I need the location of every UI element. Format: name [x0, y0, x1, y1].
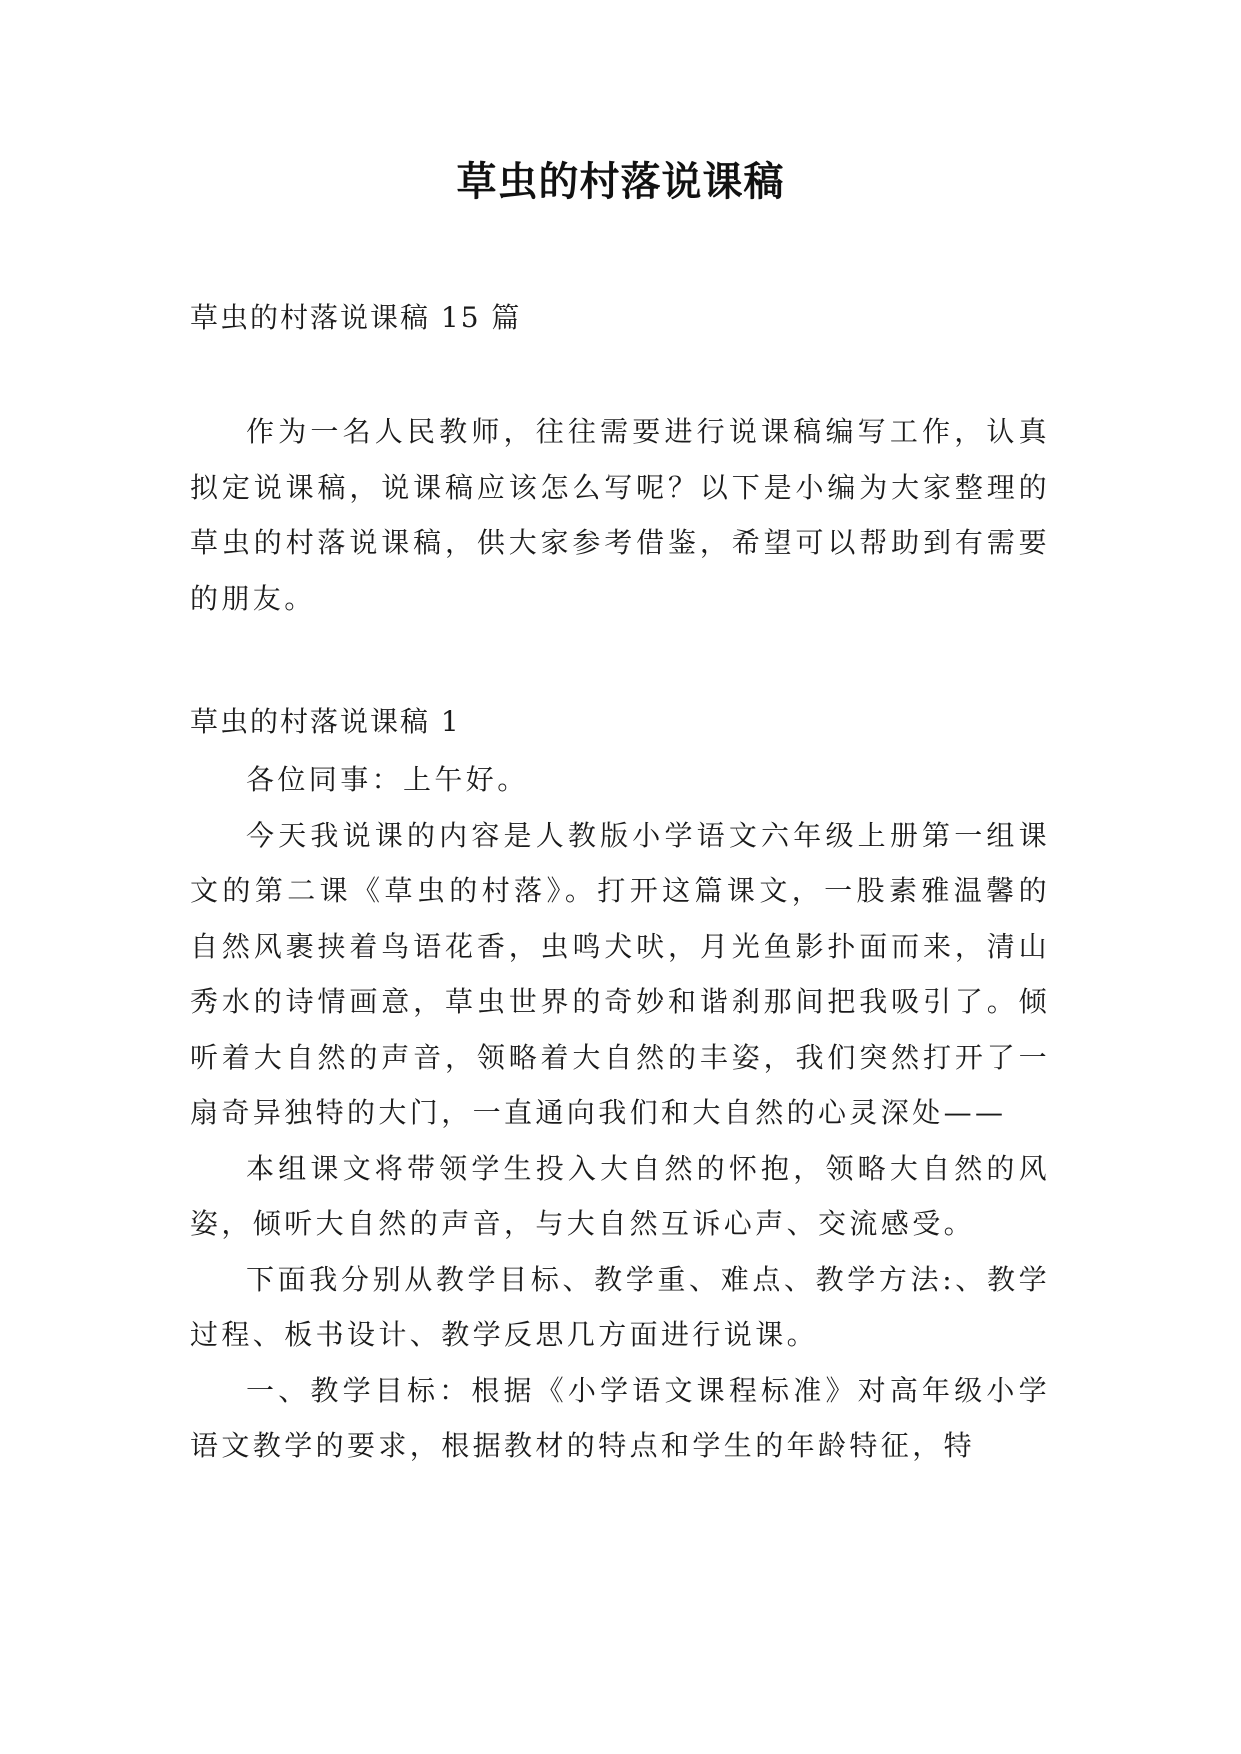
body-paragraph-introduction: 今天我说课的内容是人教版小学语文六年级上册第一组课文的第二课《草虫的村落》。打开这篇课文，一股素雅温馨的自然风裹挟着鸟语花香，虫鸣犬吠，月光鱼影扑面而来，清山秀水的诗情画意，草虫世界的奇妙和谐刹那间把我吸引了。倾听着大自然的声音，领略着大自然的丰姿，我们突然打开了一扇奇异独特的大门，一直通向我们和大自然的心灵深处——: [190, 818, 1050, 1129]
body-paragraph-outline: 下面我分别从教学目标、教学重、难点、教学方法:、教学过程、板书设计、教学反思几方面进行说课。: [190, 1262, 1050, 1351]
section-title: 草虫的村落说课稿 1: [190, 705, 461, 738]
intro-paragraph: 作为一名人民教师，往往需要进行说课稿编写工作，认真拟定说课稿，说课稿应该怎么写呢？以下是小编为大家整理的草虫的村落说课稿，供大家参考借鉴，希望可以帮助到有需要的朋友。: [190, 415, 1050, 615]
body-paragraph-objectives: 一、教学目标：根据《小学语文课程标准》对高年级小学语文教学的要求，根据教材的特点和学生的年龄特征，特: [190, 1373, 1050, 1462]
body-paragraph-greeting: 各位同事：上午好。: [246, 763, 529, 796]
intro-block: [190, 404, 1050, 626]
body-paragraph-unit-overview: 本组课文将带领学生投入大自然的怀抱，领略大自然的风姿，倾听大自然的声音，与大自然互诉心声、交流感受。: [190, 1151, 1050, 1240]
document-subtitle: 草虫的村落说课稿 15 篇: [190, 301, 522, 334]
document-title: 草虫的村落说课稿: [456, 158, 785, 205]
body-block: [190, 752, 1050, 1474]
